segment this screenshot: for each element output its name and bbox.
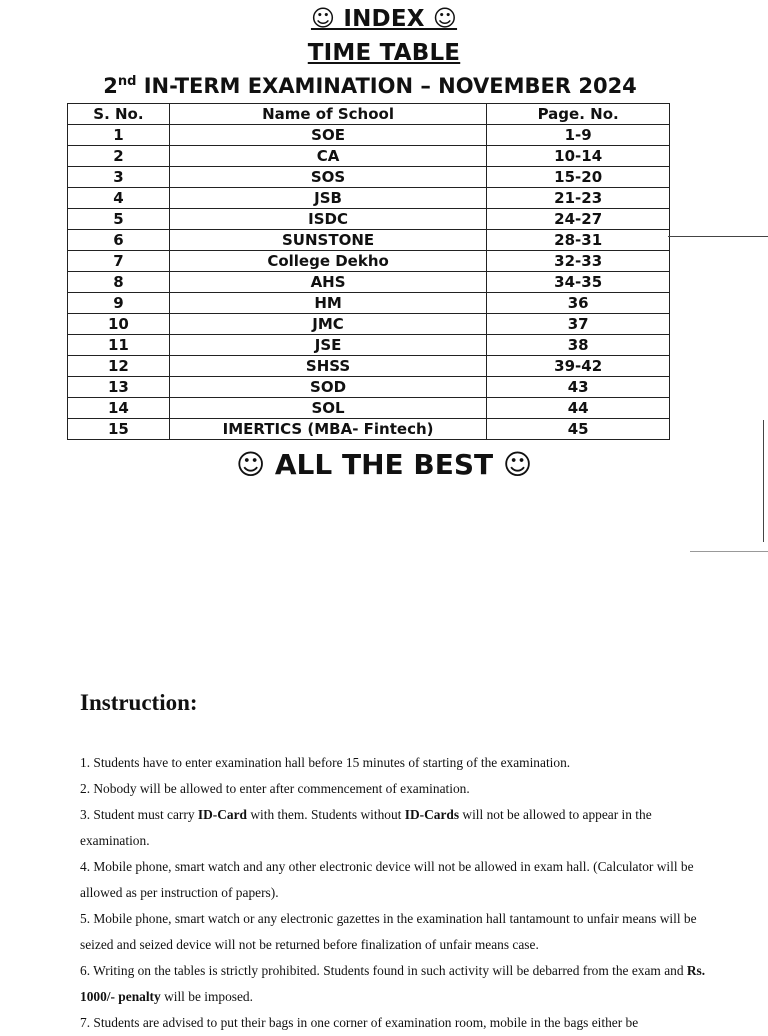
cell-school: JSE bbox=[169, 335, 486, 356]
cell-serial: 12 bbox=[68, 356, 170, 377]
instruction-text: 4. Mobile phone, smart watch and any other electronic device will not be allowed in exam hall. (Calculator will be allowed as per instruction of papers). bbox=[80, 859, 694, 900]
cell-school: SUNSTONE bbox=[169, 230, 486, 251]
time-table-title: TIME TABLE bbox=[307, 40, 461, 66]
instruction-text: will not be allowed to appear in the examination. bbox=[80, 807, 652, 848]
cell-serial: 11 bbox=[68, 335, 170, 356]
instruction-item bbox=[80, 854, 714, 906]
cell-page: 34-35 bbox=[487, 272, 670, 293]
cell-serial: 2 bbox=[68, 146, 170, 167]
index-table bbox=[67, 103, 670, 440]
cell-page: 32-33 bbox=[487, 251, 670, 272]
table-header-row bbox=[68, 104, 670, 125]
instruction-text: with them. Students without bbox=[247, 807, 405, 822]
cell-school: ISDC bbox=[169, 209, 486, 230]
cell-page: 21-23 bbox=[487, 188, 670, 209]
cell-serial: 8 bbox=[68, 272, 170, 293]
all-the-best: ☺ ALL THE BEST ☺ bbox=[235, 448, 533, 481]
instruction-text: will be imposed. bbox=[160, 989, 253, 1004]
cell-page: 44 bbox=[487, 398, 670, 419]
cell-school: SOE bbox=[169, 125, 486, 146]
instruction-text: 5. Mobile phone, smart watch or any electronic gazettes in the examination hall tantamount to unfair means will be seized and seized device will not be returned before finalization of unfair means case. bbox=[80, 911, 697, 952]
cell-school: AHS bbox=[169, 272, 486, 293]
cell-page: 1-9 bbox=[487, 125, 670, 146]
cell-school: JMC bbox=[169, 314, 486, 335]
cell-serial: 9 bbox=[68, 293, 170, 314]
cell-page: 15-20 bbox=[487, 167, 670, 188]
cell-school: CA bbox=[169, 146, 486, 167]
instruction-text: Rs. 1000/- penalty bbox=[80, 963, 706, 1004]
cell-serial: 3 bbox=[68, 167, 170, 188]
table-row bbox=[68, 251, 670, 272]
cell-serial: 7 bbox=[68, 251, 170, 272]
header-serial: S. No. bbox=[68, 104, 170, 125]
cell-page: 24-27 bbox=[487, 209, 670, 230]
table-row bbox=[68, 293, 670, 314]
cell-serial: 15 bbox=[68, 419, 170, 440]
cell-serial: 1 bbox=[68, 125, 170, 146]
instruction-item bbox=[80, 776, 714, 802]
table-row bbox=[68, 230, 670, 251]
exam-ordinal-suffix: nd bbox=[117, 74, 137, 89]
cell-school: SOD bbox=[169, 377, 486, 398]
cell-school: HM bbox=[169, 293, 486, 314]
table-row bbox=[68, 209, 670, 230]
index-title: ☺ INDEX ☺ bbox=[310, 6, 458, 32]
table-row bbox=[68, 419, 670, 440]
scan-line bbox=[690, 551, 768, 552]
cell-page: 45 bbox=[487, 419, 670, 440]
table-row bbox=[68, 335, 670, 356]
instruction-item bbox=[80, 1010, 714, 1036]
table-row bbox=[68, 272, 670, 293]
scan-line bbox=[668, 236, 768, 237]
instruction-item bbox=[80, 958, 714, 1010]
table-row bbox=[68, 146, 670, 167]
scan-line bbox=[763, 420, 764, 542]
cell-page: 37 bbox=[487, 314, 670, 335]
cell-school: IMERTICS (MBA- Fintech) bbox=[169, 419, 486, 440]
cell-serial: 10 bbox=[68, 314, 170, 335]
table-row bbox=[68, 188, 670, 209]
table-row bbox=[68, 398, 670, 419]
cell-serial: 6 bbox=[68, 230, 170, 251]
cell-school: SOL bbox=[169, 398, 486, 419]
instruction-list bbox=[80, 750, 714, 1036]
exam-title-text: IN-TERM EXAMINATION – NOVEMBER 2024 bbox=[136, 74, 637, 98]
instruction-text: ID-Cards bbox=[404, 807, 460, 822]
table-row bbox=[68, 314, 670, 335]
header-page: Page. No. bbox=[487, 104, 670, 125]
cell-school: College Dekho bbox=[169, 251, 486, 272]
instruction-text: 3. Student must carry bbox=[80, 807, 198, 822]
instruction-text: ID-Card bbox=[197, 807, 248, 822]
table-row bbox=[68, 167, 670, 188]
instruction-item bbox=[80, 750, 714, 776]
instruction-title: Instruction: bbox=[80, 690, 198, 715]
instruction-text: 1. Students have to enter examination hall before 15 minutes of starting of the examination. bbox=[80, 755, 571, 770]
exam-ordinal: 2 bbox=[103, 74, 118, 98]
instruction-text: 2. Nobody will be allowed to enter after commencement of examination. bbox=[80, 781, 470, 796]
header-school: Name of School bbox=[169, 104, 486, 125]
table-row bbox=[68, 356, 670, 377]
instruction-item bbox=[80, 802, 714, 854]
cell-page: 36 bbox=[487, 293, 670, 314]
instruction-text: 7. Students are advised to put their bags in one corner of examination room, mobile in the bags either be bbox=[80, 1015, 639, 1030]
cell-serial: 5 bbox=[68, 209, 170, 230]
cell-school: SOS bbox=[169, 167, 486, 188]
cell-page: 39-42 bbox=[487, 356, 670, 377]
cell-page: 38 bbox=[487, 335, 670, 356]
cell-page: 10-14 bbox=[487, 146, 670, 167]
table-row bbox=[68, 125, 670, 146]
exam-title bbox=[0, 74, 740, 98]
instruction-text: 6. Writing on the tables is strictly prohibited. Students found in such activity will be debarred from the exam and bbox=[80, 963, 687, 978]
cell-page: 28-31 bbox=[487, 230, 670, 251]
cell-serial: 13 bbox=[68, 377, 170, 398]
cell-school: SHSS bbox=[169, 356, 486, 377]
cell-school: JSB bbox=[169, 188, 486, 209]
instruction-item bbox=[80, 906, 714, 958]
cell-serial: 14 bbox=[68, 398, 170, 419]
cell-serial: 4 bbox=[68, 188, 170, 209]
cell-page: 43 bbox=[487, 377, 670, 398]
table-row bbox=[68, 377, 670, 398]
